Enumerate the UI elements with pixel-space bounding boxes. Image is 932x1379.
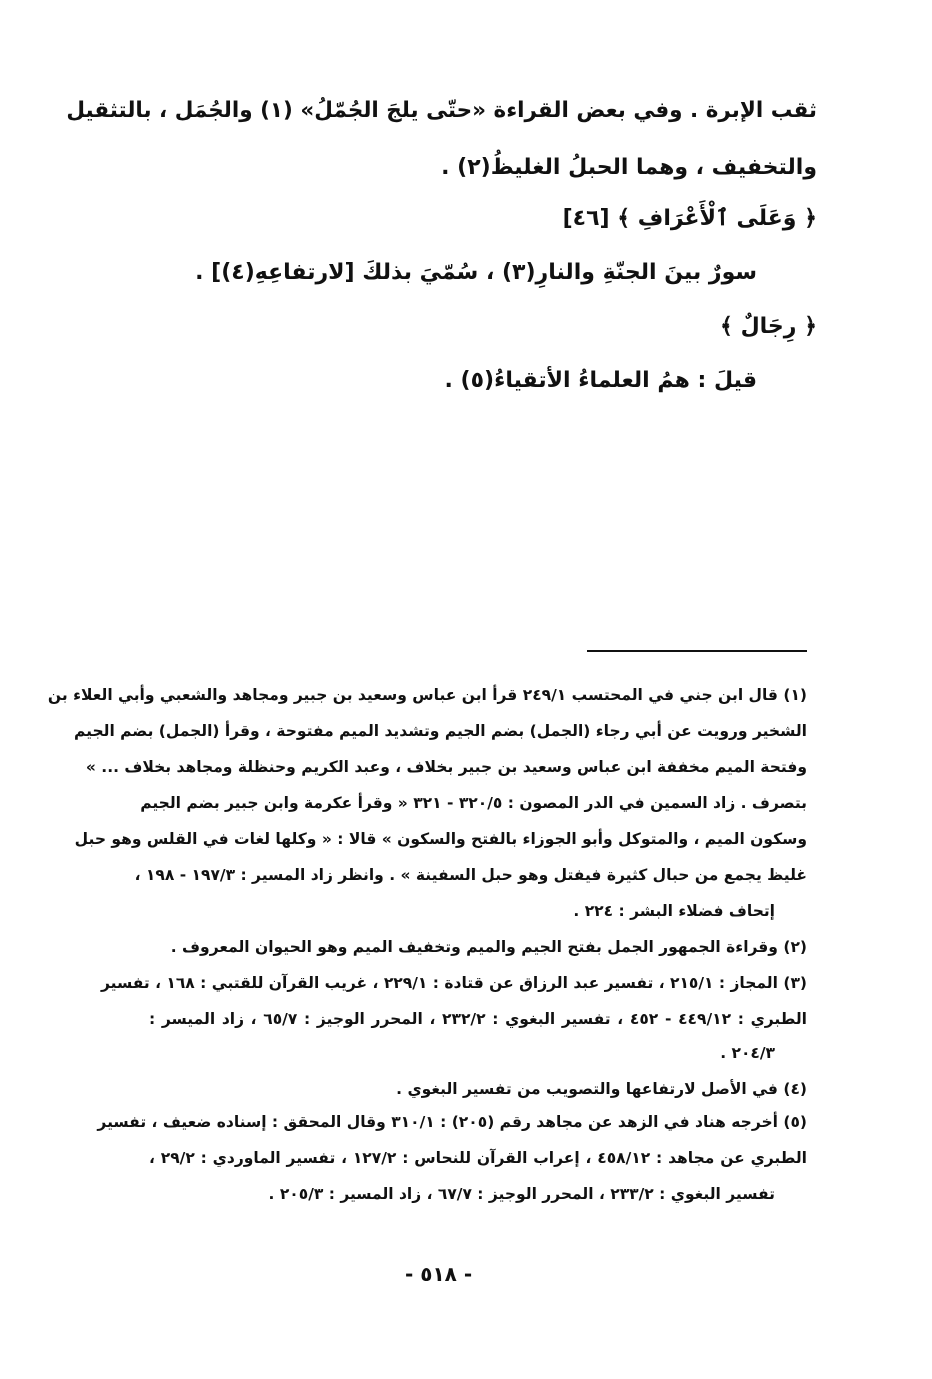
main-line-4: قيلَ : همُ العلماءُ الأتقياءُ(٥) .	[444, 368, 757, 393]
main-line-2: والتخفيف ، وهما الحبلُ الغليظُ(٢) .	[441, 155, 817, 180]
footnote-2: (٢) وقراءة الجمهور الجمل بفتح الجيم والميم وتخفيف الميم وهو الحيوان المعروف .	[170, 938, 807, 956]
footnote-3-line-1: (٣) المجاز : ٢١٥/١ ، تفسير عبد الرزاق عن قتادة : ٢٢٩/١ ، غريب القرآن للقتبي : ١٦٨ ، تفسير	[100, 974, 807, 992]
verse-heading-al-araf: ﴿ وَعَلَى ٱلْأَعْرَافِ ﴾ [٤٦]	[562, 206, 817, 231]
footnote-3-line-3: ٢٠٤/٣ .	[720, 1044, 775, 1062]
footnote-1-line-1: (١) قال ابن جني في المحتسب ٢٤٩/١ قرأ ابن عباس وسعيد بن جبير ومجاهد والشعبي وأبي العلاء بن	[47, 686, 807, 704]
footnote-5-line-3: تفسير البغوي : ٢٣٣/٢ ، المحرر الوجيز : ٦٧/٧ ، زاد المسير : ٢٠٥/٣ .	[268, 1185, 775, 1203]
footnote-1-line-5: وسكون الميم ، والمتوكل وأبو الجوزاء بالفتح والسكون » قالا : « وكلها لغات في القلس وهو حبل	[74, 830, 807, 848]
main-line-1: ثقب الإبرة . وفي بعض القراءة «حتّى يلجَ الجُمّلُ» (١) والجُمَل ، بالتثقيل	[66, 98, 817, 123]
footnote-1-line-4: بتصرف . زاد السمين في الدر المصون : ٣٢٠/٥ - ٣٢١ « وقرأ عكرمة وابن جبير بضم الجيم	[140, 794, 807, 812]
footnote-4: (٤) في الأصل لارتفاعها والتصويب من تفسير البغوي .	[396, 1080, 807, 1098]
footnote-5-line-1: (٥) أخرجه هناد في الزهد عن مجاهد رقم (٢٠٥) : ٣١٠/١ وقال المحقق : إسناده ضعيف ، تفسير	[97, 1113, 807, 1131]
verse-heading-rijal: ﴿ رِجَالٌ ﴾	[720, 314, 817, 339]
footnote-1-line-3: وفتحة الميم مخففة ابن عباس وسعيد بن جبير بخلاف ، وعبد الكريم وحنظلة ومجاهد بخلاف ... »	[85, 758, 807, 776]
main-line-3: سورٌ بينَ الجنّةِ والنارِ(٣) ، سُمّيَ بذلكَ [لارتفاعِهِ(٤)] .	[195, 260, 757, 285]
footnote-1-line-2: الشخير ورويت عن أبي رجاء (الجمل) بضم الجيم وتشديد الميم مفتوحة ، وقرأ (الجمل) بضم الجيم	[73, 722, 807, 740]
footnote-5-line-2: الطبري عن مجاهد : ٤٥٨/١٢ ، إعراب القرآن للنحاس : ١٢٧/٢ ، تفسير الماوردي : ٢٩/٢ ،	[149, 1149, 807, 1167]
footnote-1-line-7: إتحاف فضلاء البشر : ٢٢٤ .	[573, 902, 775, 920]
footnote-3-line-2: الطبري : ٤٤٩/١٢ - ٤٥٢ ، تفسير البغوي : ٢٣٢/٢ ، المحرر الوجيز : ٦٥/٧ ، زاد الميسر :	[149, 1010, 807, 1028]
footnote-separator	[587, 650, 807, 652]
page-number: - ٥١٨ -	[405, 1262, 473, 1286]
footnote-1-line-6: غليظ يجمع من حبال كثيرة فيفتل وهو حبل السفينة » . وانظر زاد المسير : ١٩٧/٣ - ١٩٨ ،	[134, 866, 807, 884]
